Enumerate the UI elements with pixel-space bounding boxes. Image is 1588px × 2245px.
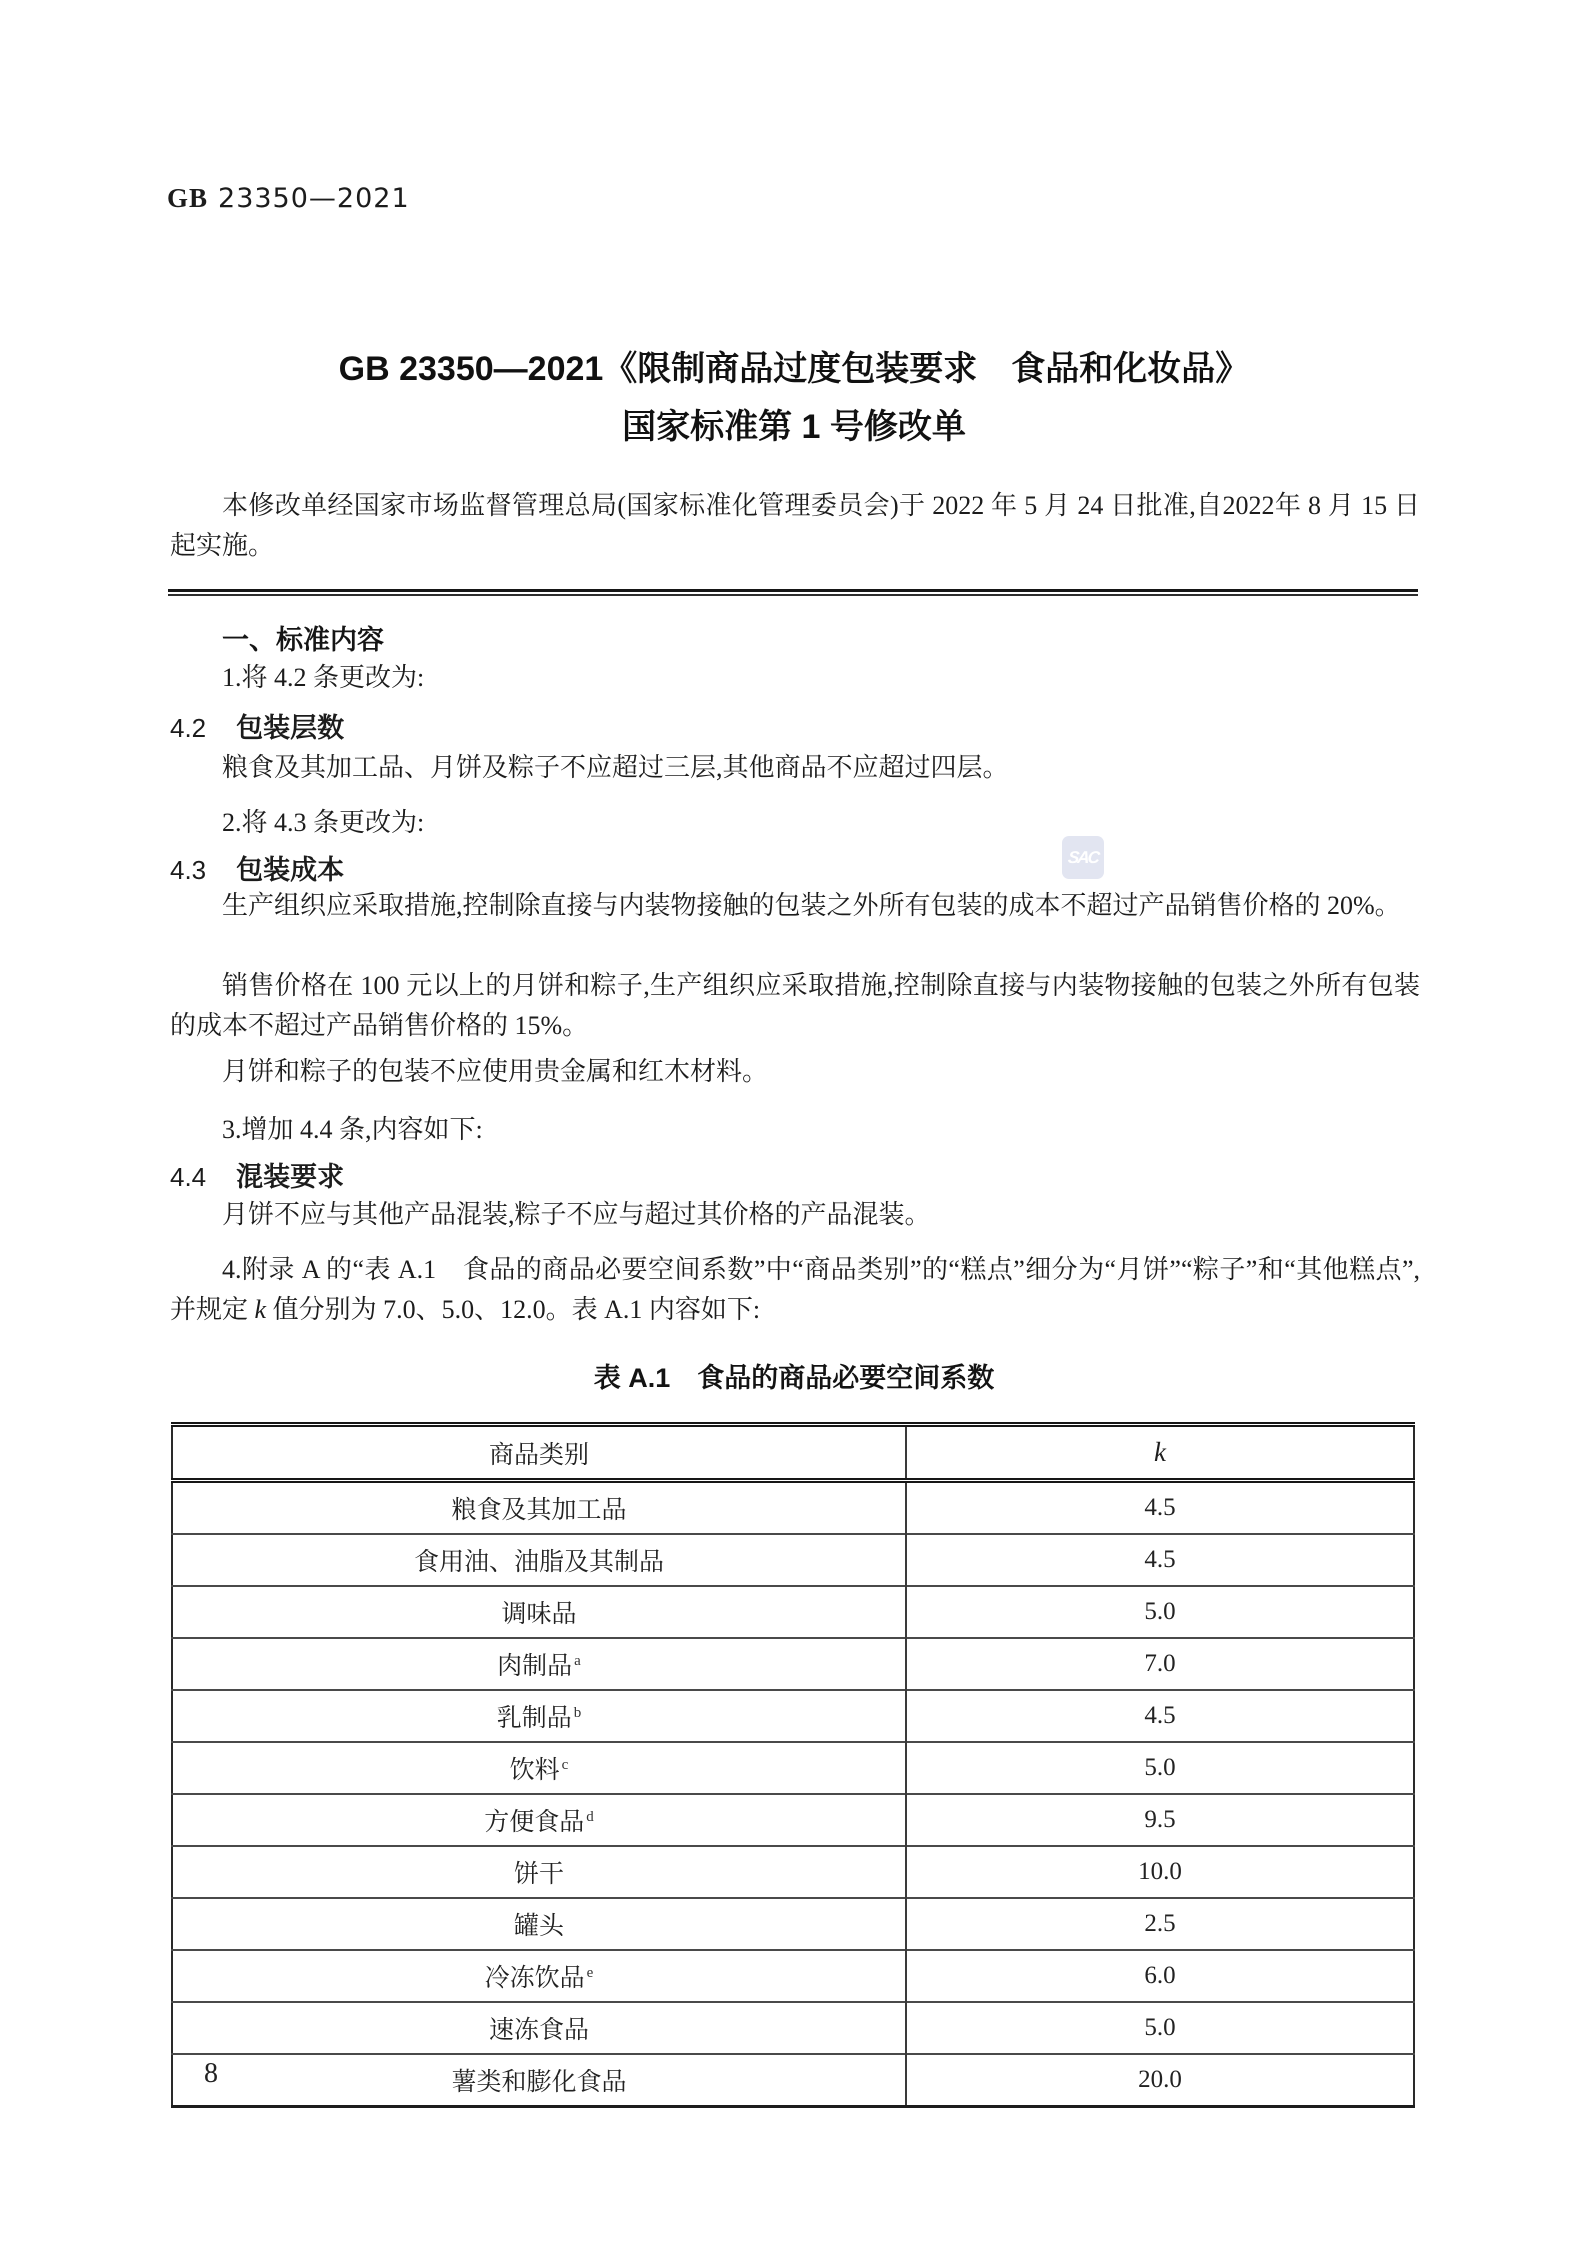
table-row <box>172 1950 1414 2002</box>
document-title-line1: GB 23350—2021《限制商品过度包装要求 食品和化妆品》 <box>338 350 1250 388</box>
category-cell: 薯类和膨化食品 <box>172 2054 906 2107</box>
category-cell: 冷冻饮品 $^e$ <box>172 1950 906 2002</box>
k-value-cell: 4.5 <box>906 1690 1414 1742</box>
footnote-marker: a <box>574 1652 581 1669</box>
clause-4-3-number: 4.3 <box>170 855 207 885</box>
document-title <box>0 340 1588 456</box>
table-row <box>172 1481 1414 1535</box>
k-value-cell: 20.0 <box>906 2054 1414 2107</box>
category-cell: 罐头 <box>172 1898 906 1950</box>
sac-watermark-logo <box>1062 836 1104 879</box>
category-cell: 调味品 <box>172 1586 906 1638</box>
k-value-cell: 5.0 <box>906 2002 1414 2054</box>
clause-4-2-body: 粮食及其加工品、月饼及粽子不应超过三层,其他商品不应超过四层。 <box>222 753 1009 782</box>
table-row <box>172 1638 1414 1690</box>
clause-4-3-paragraph-3: 月饼和粽子的包装不应使用贵金属和红木材料。 <box>222 1057 769 1086</box>
k-value-cell: 9.5 <box>906 1794 1414 1846</box>
amendment-item-2: 2.将 4.3 条更改为: <box>222 808 425 837</box>
k-value-cell: 2.5 <box>906 1898 1414 1950</box>
category-cell: 肉制品 $^a$ <box>172 1638 906 1690</box>
footnote-marker: e <box>586 1964 594 1981</box>
clause-4-4-heading <box>170 1155 344 1194</box>
table-header-row <box>172 1425 1414 1481</box>
table-a1 <box>171 1422 1415 2108</box>
category-cell: 方便食品 $^d$ <box>172 1794 906 1846</box>
table-row <box>172 1586 1414 1638</box>
amendment-item-3: 3.增加 4.4 条,内容如下: <box>222 1115 483 1144</box>
k-value-cell: 4.5 <box>906 1481 1414 1535</box>
standard-code <box>167 183 410 214</box>
category-cell: 乳制品 $^b$ <box>172 1690 906 1742</box>
table-row <box>172 1742 1414 1794</box>
category-cell: 食用油、油脂及其制品 <box>172 1534 906 1586</box>
category-cell: 饮料 $^c$ <box>172 1742 906 1794</box>
standard-code-prefix: GB <box>167 183 209 213</box>
column-header-category: 商品类别 <box>172 1425 906 1481</box>
clause-4-4-body: 月饼不应与其他产品混装,粽子不应与超过其价格的产品混装。 <box>222 1200 931 1229</box>
clause-4-2-heading <box>170 706 344 745</box>
k-value-cell: 6.0 <box>906 1950 1414 2002</box>
clause-4-3-title: 包装成本 <box>236 855 345 885</box>
clause-4-3-paragraph-1: 生产组织应采取措施,控制除直接与内装物接触的包装之外所有包装的成本不超过产品销售价格的 20%。 <box>222 891 1401 920</box>
category-cell: 速冻食品 <box>172 2002 906 2054</box>
table-row <box>172 2054 1414 2107</box>
table-body <box>172 1481 1414 2107</box>
page-number: 8 <box>204 2058 218 2089</box>
content-heading: 一、标准内容 <box>222 625 384 655</box>
table-row <box>172 2002 1414 2054</box>
table-row <box>172 1898 1414 1950</box>
amendment-item-4-text-post: 值分别为 7.0、5.0、12.0。表 A.1 内容如下: <box>266 1295 761 1324</box>
document-title-line2: 国家标准第 1 号修改单 <box>622 408 966 446</box>
sac-watermark-label: SAC <box>1067 847 1100 867</box>
table-row <box>172 1534 1414 1586</box>
clause-4-2-number: 4.2 <box>170 713 207 743</box>
separator-rule <box>168 589 1418 596</box>
table-caption: 表 A.1 食品的商品必要空间系数 <box>593 1363 995 1393</box>
standard-code-number: 23350—2021 <box>218 183 410 214</box>
clause-4-3-paragraph-2: 销售价格在 100 元以上的月饼和粽子,生产组织应采取措施,控制除直接与内装物接触的包装之外所有包装的成本不超过产品销售价格的 15%。 <box>170 971 1420 1040</box>
amendment-item-4-text-pre: 4.附录 A 的“表 A.1 食品的商品必要空间系数”中“商品类别”的“糕点”细分为“月饼”“粽子”和“其他糕点”,并规定 <box>170 1255 1420 1324</box>
approval-paragraph: 本修改单经国家市场监督管理总局(国家标准化管理委员会)于 2022 年 5 月 24 日批准,自2022年 8 月 15 日起实施。 <box>170 491 1420 560</box>
clause-4-4-title: 混装要求 <box>236 1162 345 1192</box>
clause-4-2-title: 包装层数 <box>236 713 345 743</box>
amendment-item-1: 1.将 4.2 条更改为: <box>222 663 425 692</box>
clause-4-3-heading <box>170 848 344 887</box>
footnote-marker: c <box>561 1756 569 1773</box>
column-header-k: k <box>906 1425 1414 1481</box>
amendment-item-4 <box>170 1250 1420 1330</box>
k-variable: k <box>254 1295 267 1324</box>
k-value-cell: 10.0 <box>906 1846 1414 1898</box>
table-row <box>172 1846 1414 1898</box>
k-value-cell: 4.5 <box>906 1534 1414 1586</box>
table-row <box>172 1690 1414 1742</box>
category-cell: 粮食及其加工品 <box>172 1481 906 1535</box>
k-value-cell: 5.0 <box>906 1742 1414 1794</box>
footnote-marker: b <box>573 1704 582 1721</box>
table-row <box>172 1794 1414 1846</box>
k-value-cell: 5.0 <box>906 1586 1414 1638</box>
category-cell: 饼干 <box>172 1846 906 1898</box>
clause-4-4-number: 4.4 <box>170 1162 207 1192</box>
footnote-marker: d <box>586 1808 594 1825</box>
k-value-cell: 7.0 <box>906 1638 1414 1690</box>
